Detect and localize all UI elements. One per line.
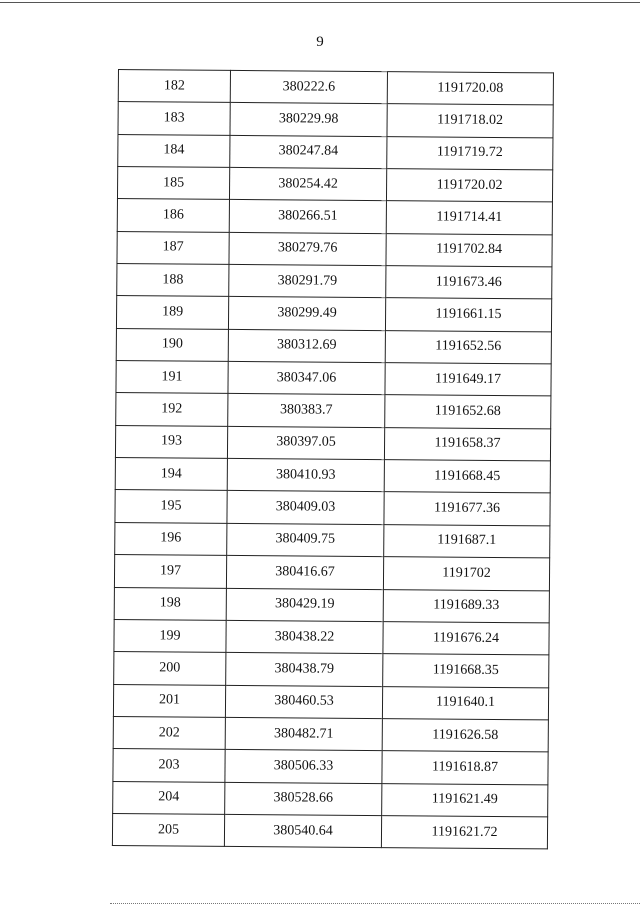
point-number-cell: 195 xyxy=(115,490,227,523)
table-row xyxy=(115,425,550,461)
point-number-cell: 190 xyxy=(116,328,228,361)
point-number-cell: 200 xyxy=(114,652,226,685)
x-coordinate-cell: 380410.93 xyxy=(227,458,384,492)
y-coordinate-cell: 1191718.02 xyxy=(387,104,553,138)
table-row xyxy=(116,328,551,364)
table-row xyxy=(114,619,549,655)
point-number-cell: 198 xyxy=(114,587,226,620)
point-number-cell: 188 xyxy=(117,264,229,297)
table-row xyxy=(116,296,551,332)
y-coordinate-cell: 1191673.46 xyxy=(386,266,552,300)
table-row xyxy=(114,587,549,623)
y-coordinate-cell: 1191720.08 xyxy=(387,72,553,106)
point-number-cell: 197 xyxy=(114,555,226,588)
y-coordinate-cell: 1191687.1 xyxy=(384,524,550,558)
y-coordinate-cell: 1191720.02 xyxy=(386,169,552,203)
x-coordinate-cell: 380460.53 xyxy=(225,685,382,719)
y-coordinate-cell: 1191668.45 xyxy=(384,460,550,494)
y-coordinate-cell: 1191668.35 xyxy=(383,654,549,688)
x-coordinate-cell: 380229.98 xyxy=(230,103,387,137)
coordinates-table xyxy=(112,69,554,850)
y-coordinate-cell: 1191689.33 xyxy=(383,589,549,623)
point-number-cell: 182 xyxy=(118,70,230,103)
table-row xyxy=(116,361,551,397)
y-coordinate-cell: 1191652.56 xyxy=(385,330,551,364)
x-coordinate-cell: 380266.51 xyxy=(229,200,386,234)
x-coordinate-cell: 380291.79 xyxy=(229,264,386,298)
point-number-cell: 187 xyxy=(117,231,229,264)
x-coordinate-cell: 380429.19 xyxy=(226,588,383,622)
point-number-cell: 201 xyxy=(113,684,225,717)
x-coordinate-cell: 380438.22 xyxy=(226,620,383,654)
y-coordinate-cell: 1191652.68 xyxy=(385,395,551,429)
table-row xyxy=(115,458,550,494)
y-coordinate-cell: 1191676.24 xyxy=(383,621,549,655)
x-coordinate-cell: 380299.49 xyxy=(228,297,385,331)
x-coordinate-cell: 380482.71 xyxy=(225,717,382,751)
y-coordinate-cell: 1191661.15 xyxy=(385,298,551,332)
table-row xyxy=(113,684,548,720)
y-coordinate-cell: 1191702.84 xyxy=(386,233,552,267)
x-coordinate-cell: 380254.42 xyxy=(229,167,386,201)
point-number-cell: 194 xyxy=(115,458,227,491)
y-coordinate-cell: 1191621.72 xyxy=(381,815,547,849)
x-coordinate-cell: 380409.03 xyxy=(227,491,384,525)
y-coordinate-cell: 1191618.87 xyxy=(382,751,548,785)
y-coordinate-cell: 1191649.17 xyxy=(385,363,551,397)
point-number-cell: 186 xyxy=(117,199,229,232)
x-coordinate-cell: 380409.75 xyxy=(227,523,384,557)
y-coordinate-cell: 1191640.1 xyxy=(382,686,548,720)
point-number-cell: 193 xyxy=(115,425,227,458)
x-coordinate-cell: 380397.05 xyxy=(227,426,384,460)
table-row xyxy=(117,167,552,203)
x-coordinate-cell: 380438.79 xyxy=(226,653,383,687)
table-row xyxy=(117,231,552,267)
table-row xyxy=(117,199,552,235)
x-coordinate-cell: 380247.84 xyxy=(230,135,387,169)
point-number-cell: 203 xyxy=(113,749,225,782)
point-number-cell: 202 xyxy=(113,716,225,749)
table-row xyxy=(113,781,548,817)
table-row xyxy=(118,134,553,170)
table-row xyxy=(115,490,550,526)
page-top-edge xyxy=(0,2,640,3)
point-number-cell: 204 xyxy=(113,781,225,814)
y-coordinate-cell: 1191658.37 xyxy=(384,427,550,461)
x-coordinate-cell: 380506.33 xyxy=(225,750,382,784)
x-coordinate-cell: 380416.67 xyxy=(226,556,383,590)
x-coordinate-cell: 380222.6 xyxy=(230,70,387,104)
y-coordinate-cell: 1191719.72 xyxy=(387,136,553,170)
x-coordinate-cell: 380347.06 xyxy=(228,361,385,395)
x-coordinate-cell: 380383.7 xyxy=(228,394,385,428)
table-row xyxy=(114,555,549,591)
y-coordinate-cell: 1191626.58 xyxy=(382,718,548,752)
point-number-cell: 185 xyxy=(117,167,229,200)
table-row xyxy=(115,522,550,558)
point-number-cell: 191 xyxy=(116,361,228,394)
table-row xyxy=(118,102,553,138)
table-row xyxy=(113,716,548,752)
y-coordinate-cell: 1191677.36 xyxy=(384,492,550,526)
table-row xyxy=(118,70,553,106)
x-coordinate-cell: 380312.69 xyxy=(228,329,385,363)
x-coordinate-cell: 380540.64 xyxy=(224,814,381,848)
point-number-cell: 199 xyxy=(114,619,226,652)
point-number-cell: 205 xyxy=(112,813,224,846)
coordinates-table-body xyxy=(112,70,553,850)
x-coordinate-cell: 380279.76 xyxy=(229,232,386,266)
page-bottom-edge xyxy=(110,903,640,904)
y-coordinate-cell: 1191702 xyxy=(383,557,549,591)
point-number-cell: 183 xyxy=(118,102,230,135)
point-number-cell: 196 xyxy=(115,522,227,555)
table-row xyxy=(114,652,549,688)
page-number: 9 xyxy=(316,34,324,50)
y-coordinate-cell: 1191714.41 xyxy=(386,201,552,235)
table-row xyxy=(112,813,547,849)
table-row xyxy=(113,749,548,785)
x-coordinate-cell: 380528.66 xyxy=(225,782,382,816)
point-number-cell: 184 xyxy=(118,134,230,167)
table-row xyxy=(116,393,551,429)
y-coordinate-cell: 1191621.49 xyxy=(382,783,548,817)
point-number-cell: 189 xyxy=(116,296,228,329)
table-row xyxy=(117,264,552,300)
point-number-cell: 192 xyxy=(116,393,228,426)
